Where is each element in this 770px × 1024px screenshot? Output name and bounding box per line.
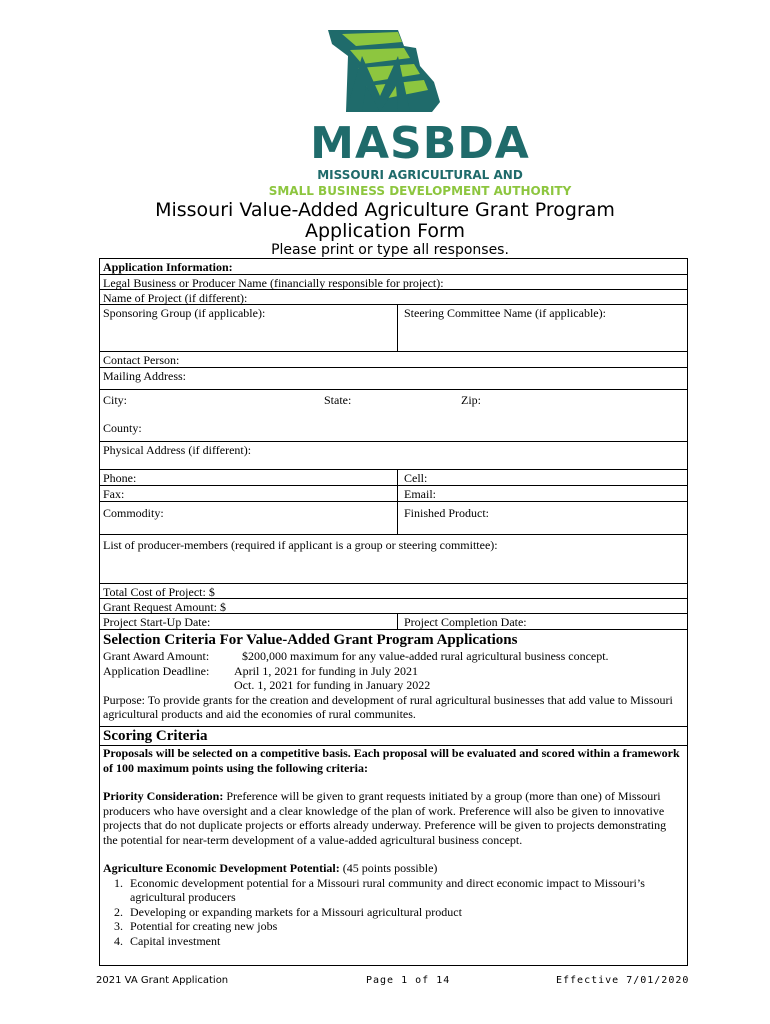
deadline-label: Application Deadline: bbox=[103, 663, 210, 678]
county-field[interactable] bbox=[100, 416, 687, 442]
list-item: 1. Economic development potential for a Missouri rural community and direct economic impact to Missouri’s agricultural producers bbox=[126, 876, 687, 905]
mailing-address-label: Mailing Address: bbox=[103, 369, 186, 383]
contact-person-field[interactable] bbox=[100, 352, 687, 368]
divider bbox=[397, 614, 398, 629]
project-name-field[interactable] bbox=[100, 290, 687, 305]
list-item: 2. Developing or expanding markets for a Missouri agricultural product bbox=[126, 905, 687, 920]
project-name-label: Name of Project (if different): bbox=[103, 291, 248, 305]
zip-label[interactable]: Zip: bbox=[461, 393, 481, 407]
dates-row bbox=[100, 614, 687, 630]
list-item: 4. Capital investment bbox=[126, 934, 687, 949]
instruction-text: Please print or type all responses. bbox=[271, 242, 509, 258]
selection-criteria-section bbox=[100, 630, 687, 727]
list-item: 3. Potential for creating new jobs bbox=[126, 919, 687, 934]
county-label: County: bbox=[103, 421, 142, 435]
footer-page-number: Page 1 of 14 bbox=[366, 975, 451, 986]
grant-request-field[interactable] bbox=[100, 599, 687, 614]
mailing-address-field[interactable] bbox=[100, 368, 687, 390]
form-subtitle: Application Form bbox=[304, 220, 466, 242]
deadline-line bbox=[100, 664, 687, 679]
application-form bbox=[99, 258, 688, 966]
logo-name: MASBDA bbox=[310, 118, 530, 169]
divider bbox=[397, 502, 398, 534]
sponsor-row bbox=[100, 305, 687, 352]
purpose-text: Purpose: To provide grants for the creation and development of rural agricultural businesses that add value to Missouri agricultural products and aid the economies of rural communites. bbox=[103, 692, 673, 721]
grant-award-label: Grant Award Amount: bbox=[103, 649, 210, 663]
scoring-intro: Proposals will be selected on a competitive basis. Each proposal will be evaluated and scored within a framework of 100 maximum points using the following criteria: bbox=[103, 746, 680, 775]
email-label[interactable]: Email: bbox=[404, 487, 436, 501]
physical-address-field[interactable] bbox=[100, 442, 687, 470]
selection-criteria-heading: Selection Criteria For Value-Added Grant Program Applications bbox=[103, 632, 518, 648]
priority-paragraph bbox=[100, 789, 687, 847]
divider bbox=[397, 305, 398, 351]
start-date-label[interactable]: Project Start-Up Date: bbox=[103, 615, 211, 629]
application-info-heading: Application Information: bbox=[103, 260, 233, 274]
state-label[interactable]: State: bbox=[324, 393, 352, 407]
econ-heading bbox=[100, 861, 687, 876]
cell-label[interactable]: Cell: bbox=[404, 471, 428, 485]
total-cost-label: Total Cost of Project: $ bbox=[103, 585, 215, 599]
divider bbox=[397, 486, 398, 501]
phone-label[interactable]: Phone: bbox=[103, 471, 137, 485]
grant-request-label: Grant Request Amount: $ bbox=[103, 600, 226, 614]
deadline-2: Oct. 1, 2021 for funding in January 2022 bbox=[234, 678, 431, 692]
grant-award-value: $200,000 maximum for any value-added rural agricultural business concept. bbox=[242, 649, 609, 663]
fax-label[interactable]: Fax: bbox=[103, 487, 125, 501]
deadline-1: April 1, 2021 for funding in July 2021 bbox=[234, 663, 418, 678]
city-label[interactable]: City: bbox=[103, 393, 128, 407]
footer-effective-date: Effective 7/01/2020 bbox=[556, 975, 690, 986]
steering-committee-label: Steering Committee Name (if applicable): bbox=[404, 306, 606, 320]
fax-email-row bbox=[100, 486, 687, 502]
physical-address-label: Physical Address (if different): bbox=[103, 443, 252, 457]
logo-subtitle-line2: SMALL BUSINESS DEVELOPMENT AUTHORITY bbox=[268, 184, 572, 198]
commodity-label[interactable]: Commodity: bbox=[103, 506, 164, 520]
finished-product-label[interactable]: Finished Product: bbox=[404, 506, 490, 520]
city-state-zip-row bbox=[100, 390, 687, 416]
producer-members-label: List of producer-members (required if applicant is a group or steering committee): bbox=[103, 538, 498, 552]
commodity-row bbox=[100, 502, 687, 535]
grant-award-line bbox=[100, 649, 687, 664]
econ-criteria-list bbox=[100, 876, 687, 949]
completion-date-label[interactable]: Project Completion Date: bbox=[404, 615, 527, 629]
phone-cell-row bbox=[100, 470, 687, 486]
total-cost-field[interactable] bbox=[100, 584, 687, 599]
divider bbox=[397, 470, 398, 485]
producer-members-field[interactable] bbox=[100, 535, 687, 584]
econ-points: (45 points possible) bbox=[339, 861, 438, 875]
application-info-heading-row bbox=[100, 259, 687, 275]
missouri-state-icon bbox=[270, 26, 550, 126]
contact-person-label: Contact Person: bbox=[103, 353, 180, 367]
priority-label: Priority Consideration: bbox=[103, 789, 224, 803]
priority-text: Preference will be given to grant requests initiated by a group (more than one) of Missouri producers who have oversight and a clear knowledge of the plan of work. Preference will also be given to innovative projects that do not duplicate projects or efforts already underway. Preference will be given to projects demonstrating the potential for near-term development of a value-added agricultural business concept. bbox=[103, 789, 667, 847]
logo-subtitle-line1: MISSOURI AGRICULTURAL AND bbox=[317, 168, 523, 182]
scoring-criteria-heading: Scoring Criteria bbox=[100, 728, 687, 746]
footer-title: 2021 VA Grant Application bbox=[96, 975, 229, 986]
masbda-logo bbox=[268, 26, 572, 198]
form-title: Missouri Value-Added Agriculture Grant Program bbox=[155, 199, 615, 221]
legal-business-label: Legal Business or Producer Name (financially responsible for project): bbox=[103, 276, 444, 290]
scoring-criteria-section bbox=[100, 727, 687, 965]
legal-business-field[interactable] bbox=[100, 275, 687, 290]
deadline-line-2 bbox=[100, 678, 687, 693]
sponsoring-group-label: Sponsoring Group (if applicable): bbox=[103, 306, 266, 320]
econ-label: Agriculture Economic Development Potential: bbox=[103, 861, 340, 875]
